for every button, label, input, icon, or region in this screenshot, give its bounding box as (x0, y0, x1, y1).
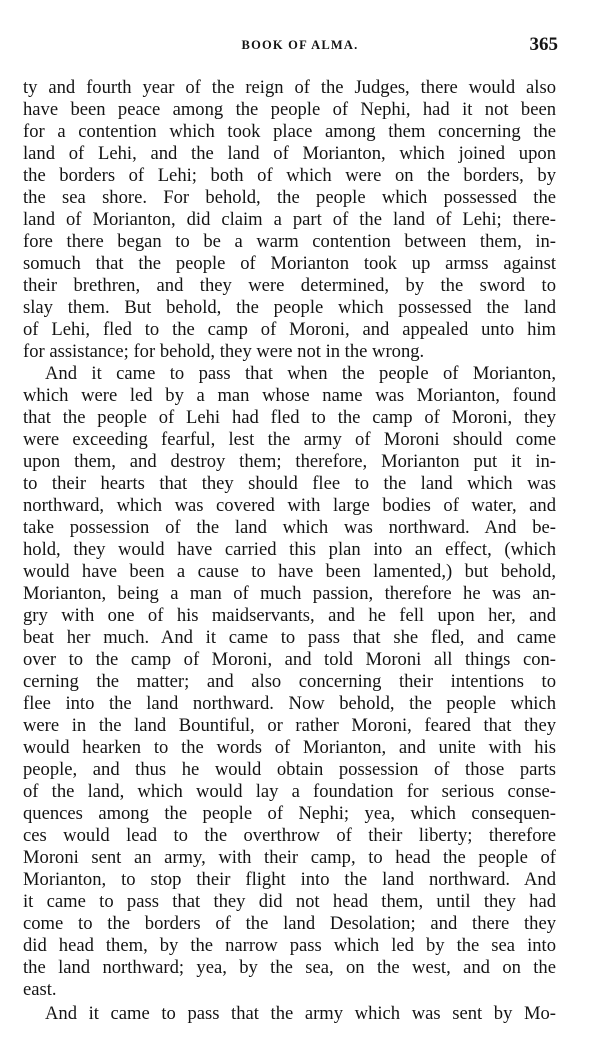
text-line: the land northward; yea, by the sea, on the west, and on the (23, 957, 556, 978)
text-line: for a contention which took place among them concerning the (23, 121, 556, 142)
text-line: northward, which was covered with large bodies of water, and (23, 495, 556, 516)
text-line: gry with one of his maidservants, and he fell upon her, and (23, 605, 556, 626)
page-number: 365 (529, 34, 558, 55)
text-line: of the land, which would lay a foundation for serious conse- (23, 781, 556, 802)
running-header (0, 34, 600, 60)
text-line: come to the borders of the land Desolation; and there they (23, 913, 556, 934)
running-title: BOOK OF ALMA. (241, 38, 359, 52)
text-line: upon them, and destroy them; therefore, Morianton put it in- (23, 451, 556, 472)
text-line: to their hearts that they should flee to the land which was (23, 473, 556, 494)
text-line: of Lehi, fled to the camp of Moroni, and appealed unto him (23, 319, 556, 340)
text-line: would have been a cause to have been lamented,) but behold, (23, 561, 556, 582)
text-line: land of Lehi, and the land of Morianton, which joined upon (23, 143, 556, 164)
text-line: that the people of Lehi had fled to the camp of Moroni, they (23, 407, 556, 428)
text-line: quences among the people of Nephi; yea, which consequen- (23, 803, 556, 824)
text-line: fore there began to be a warm contention between them, in- (23, 231, 556, 252)
text-line: land of Morianton, did claim a part of the land of Lehi; there- (23, 209, 556, 230)
text-line: ces would lead to the overthrow of their liberty; therefore (23, 825, 556, 846)
text-line: cerning the matter; and also concerning their intentions to (23, 671, 556, 692)
text-line: people, and thus he would obtain possession of those parts (23, 759, 556, 780)
text-line: hold, they would have carried this plan into an effect, (which (23, 539, 556, 560)
text-line: Morianton, being a man of much passion, therefore he was an- (23, 583, 556, 604)
text-line: take possession of the land which was northward. And be- (23, 517, 556, 538)
text-line: over to the camp of Moroni, and told Moroni all things con- (23, 649, 556, 670)
text-line: east. (23, 979, 57, 1000)
text-line: which were led by a man whose name was Morianton, found (23, 385, 556, 406)
text-line: did head them, by the narrow pass which led by the sea into (23, 935, 556, 956)
text-line: would hearken to the words of Morianton, and unite with his (23, 737, 556, 758)
text-line: the borders of Lehi; both of which were on the borders, by (23, 165, 556, 186)
text-line: their brethren, and they were determined, by the sword to (23, 275, 556, 296)
paragraph-first-line: And it came to pass that when the people of Morianton, (45, 363, 556, 384)
text-line: have been peace among the people of Nephi, had it not been (23, 99, 556, 120)
text-line: Morianton, to stop their flight into the land northward. And (23, 869, 556, 890)
text-line: it came to pass that they did not head them, until they had (23, 891, 556, 912)
text-line: Moroni sent an army, with their camp, to head the people of (23, 847, 556, 868)
text-line: beat her much. And it came to pass that she fled, and came (23, 627, 556, 648)
text-line: were in the land Bountiful, or rather Moroni, feared that they (23, 715, 556, 736)
text-line: for assistance; for behold, they were not in the wrong. (23, 341, 425, 362)
text-line: somuch that the people of Morianton took up armss against (23, 253, 556, 274)
text-line: ty and fourth year of the reign of the Judges, there would also (23, 77, 556, 98)
text-line: the sea shore. For behold, the people which possessed the (23, 187, 556, 208)
paragraph-first-line: And it came to pass that the army which was sent by Mo- (45, 1003, 556, 1024)
text-line: were exceeding fearful, lest the army of Moroni should come (23, 429, 556, 450)
text-line: flee into the land northward. Now behold, the people which (23, 693, 556, 714)
text-line: slay them. But behold, the people which possessed the land (23, 297, 556, 318)
